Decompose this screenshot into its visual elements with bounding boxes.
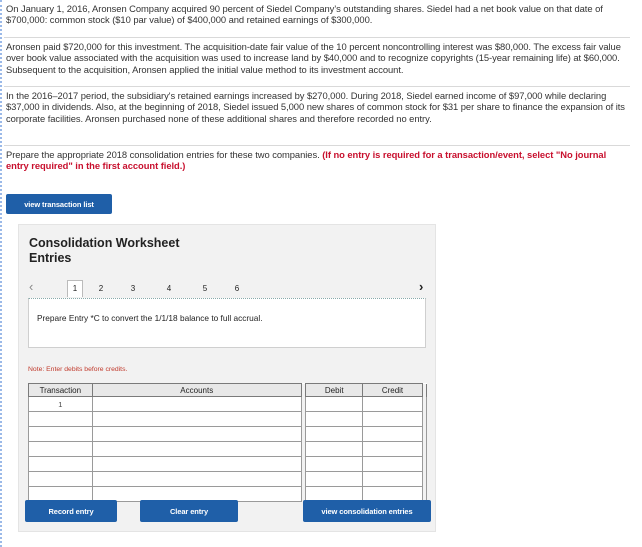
divider [4,145,630,146]
entry-note: Note: Enter debits before credits. [28,366,128,373]
instruction-box [28,298,426,348]
credit-input[interactable] [363,397,422,412]
instruction-text: Prepare Entry *C to convert the 1/1/18 balance to full accrual. [37,313,263,323]
tab-2[interactable]: 2 [98,284,104,293]
col-gap [422,384,426,397]
table-row [29,472,427,487]
journal-entry-table [28,383,427,502]
tab-1[interactable]: 1 [67,280,83,297]
col-debit: Debit [306,384,363,397]
debit-input[interactable] [306,412,363,427]
credit-input[interactable] [363,472,422,487]
left-margin-rule [0,0,2,547]
credit-input[interactable] [363,442,422,457]
transaction-cell [29,457,93,472]
account-select[interactable] [92,457,301,472]
divider [4,86,630,87]
problem-prompt [6,149,626,172]
record-entry-button[interactable]: Record entry [25,500,117,522]
account-select[interactable] [92,472,301,487]
col-gap [422,412,426,427]
account-select[interactable] [92,412,301,427]
credit-input[interactable] [363,457,422,472]
problem-paragraph-3: In the 2016–2017 period, the subsidiary's retained earnings increased by $270,000. During 2018, Siedel earned income of $97,000 while declaring $37,000 in dividends. Also, at the beginning of 2018, Siedel issued 5,000 new shares of common stock for $31 per share to finance the expansion of its corporate facilities. Aronsen purchased none of these additional shares and therefore recorded no entry. [6,90,625,124]
transaction-cell [29,412,93,427]
problem-paragraph-2: Aronsen paid $720,000 for this investment. The acquisition-date fair value of the 10 percent noncontrolling interest was $80,000. The excess fair value over book value associated with the acquisition was used to increase land by $40,000 and to recognize copyrights (15-year remaining life) at $60,000. Subsequent to the acquisition, Aronsen applied the initial value method to its investment account. [6,41,621,75]
transaction-cell [29,472,93,487]
debit-input[interactable] [306,442,363,457]
debit-input[interactable] [306,457,363,472]
requirement-note: (If no entry is required for a transaction/event, select "No journal entry required" in the first account field.) [6,149,607,172]
entry-tabs [29,278,429,298]
divider [4,37,630,38]
col-gap [422,472,426,487]
account-select[interactable] [92,442,301,457]
chevron-right-icon[interactable]: › [419,279,424,294]
prompt-text: Prepare the appropriate 2018 consolidation entries for these two companies. [6,149,320,160]
chevron-left-icon[interactable]: ‹ [29,279,34,294]
view-transaction-list-button[interactable]: view transaction list [6,194,112,214]
tab-3[interactable]: 3 [130,284,136,293]
col-accounts: Accounts [92,384,301,397]
table-row [29,442,427,457]
col-gap [422,397,426,412]
transaction-cell [29,442,93,457]
col-gap [422,442,426,457]
credit-input[interactable] [363,427,422,442]
problem-paragraph-1: On January 1, 2016, Aronsen Company acquired 90 percent of Siedel Company's outstanding shares. Siedel had a net book value on that date of $700,000: common stock ($10 par value) of $400,000 and retained earnings of $300,000. [6,3,603,26]
transaction-cell: 1 [29,397,93,412]
table-row [29,412,427,427]
credit-input[interactable] [363,412,422,427]
transaction-cell [29,427,93,442]
tab-6[interactable]: 6 [234,284,240,293]
debit-input[interactable] [306,472,363,487]
debit-input[interactable] [306,427,363,442]
table-row [29,427,427,442]
panel-title: Consolidation Worksheet Entries [29,236,180,265]
account-select[interactable] [92,427,301,442]
account-select[interactable] [92,397,301,412]
consolidation-panel [18,224,436,532]
view-consolidation-entries-button[interactable]: view consolidation entries [303,500,431,522]
tab-5[interactable]: 5 [202,284,208,293]
table-row [29,397,427,412]
table-row [29,457,427,472]
debit-input[interactable] [306,397,363,412]
tab-4[interactable]: 4 [166,284,172,293]
col-gap [422,427,426,442]
col-gap [422,457,426,472]
col-transaction: Transaction [29,384,93,397]
col-credit: Credit [363,384,422,397]
clear-entry-button[interactable]: Clear entry [140,500,238,522]
